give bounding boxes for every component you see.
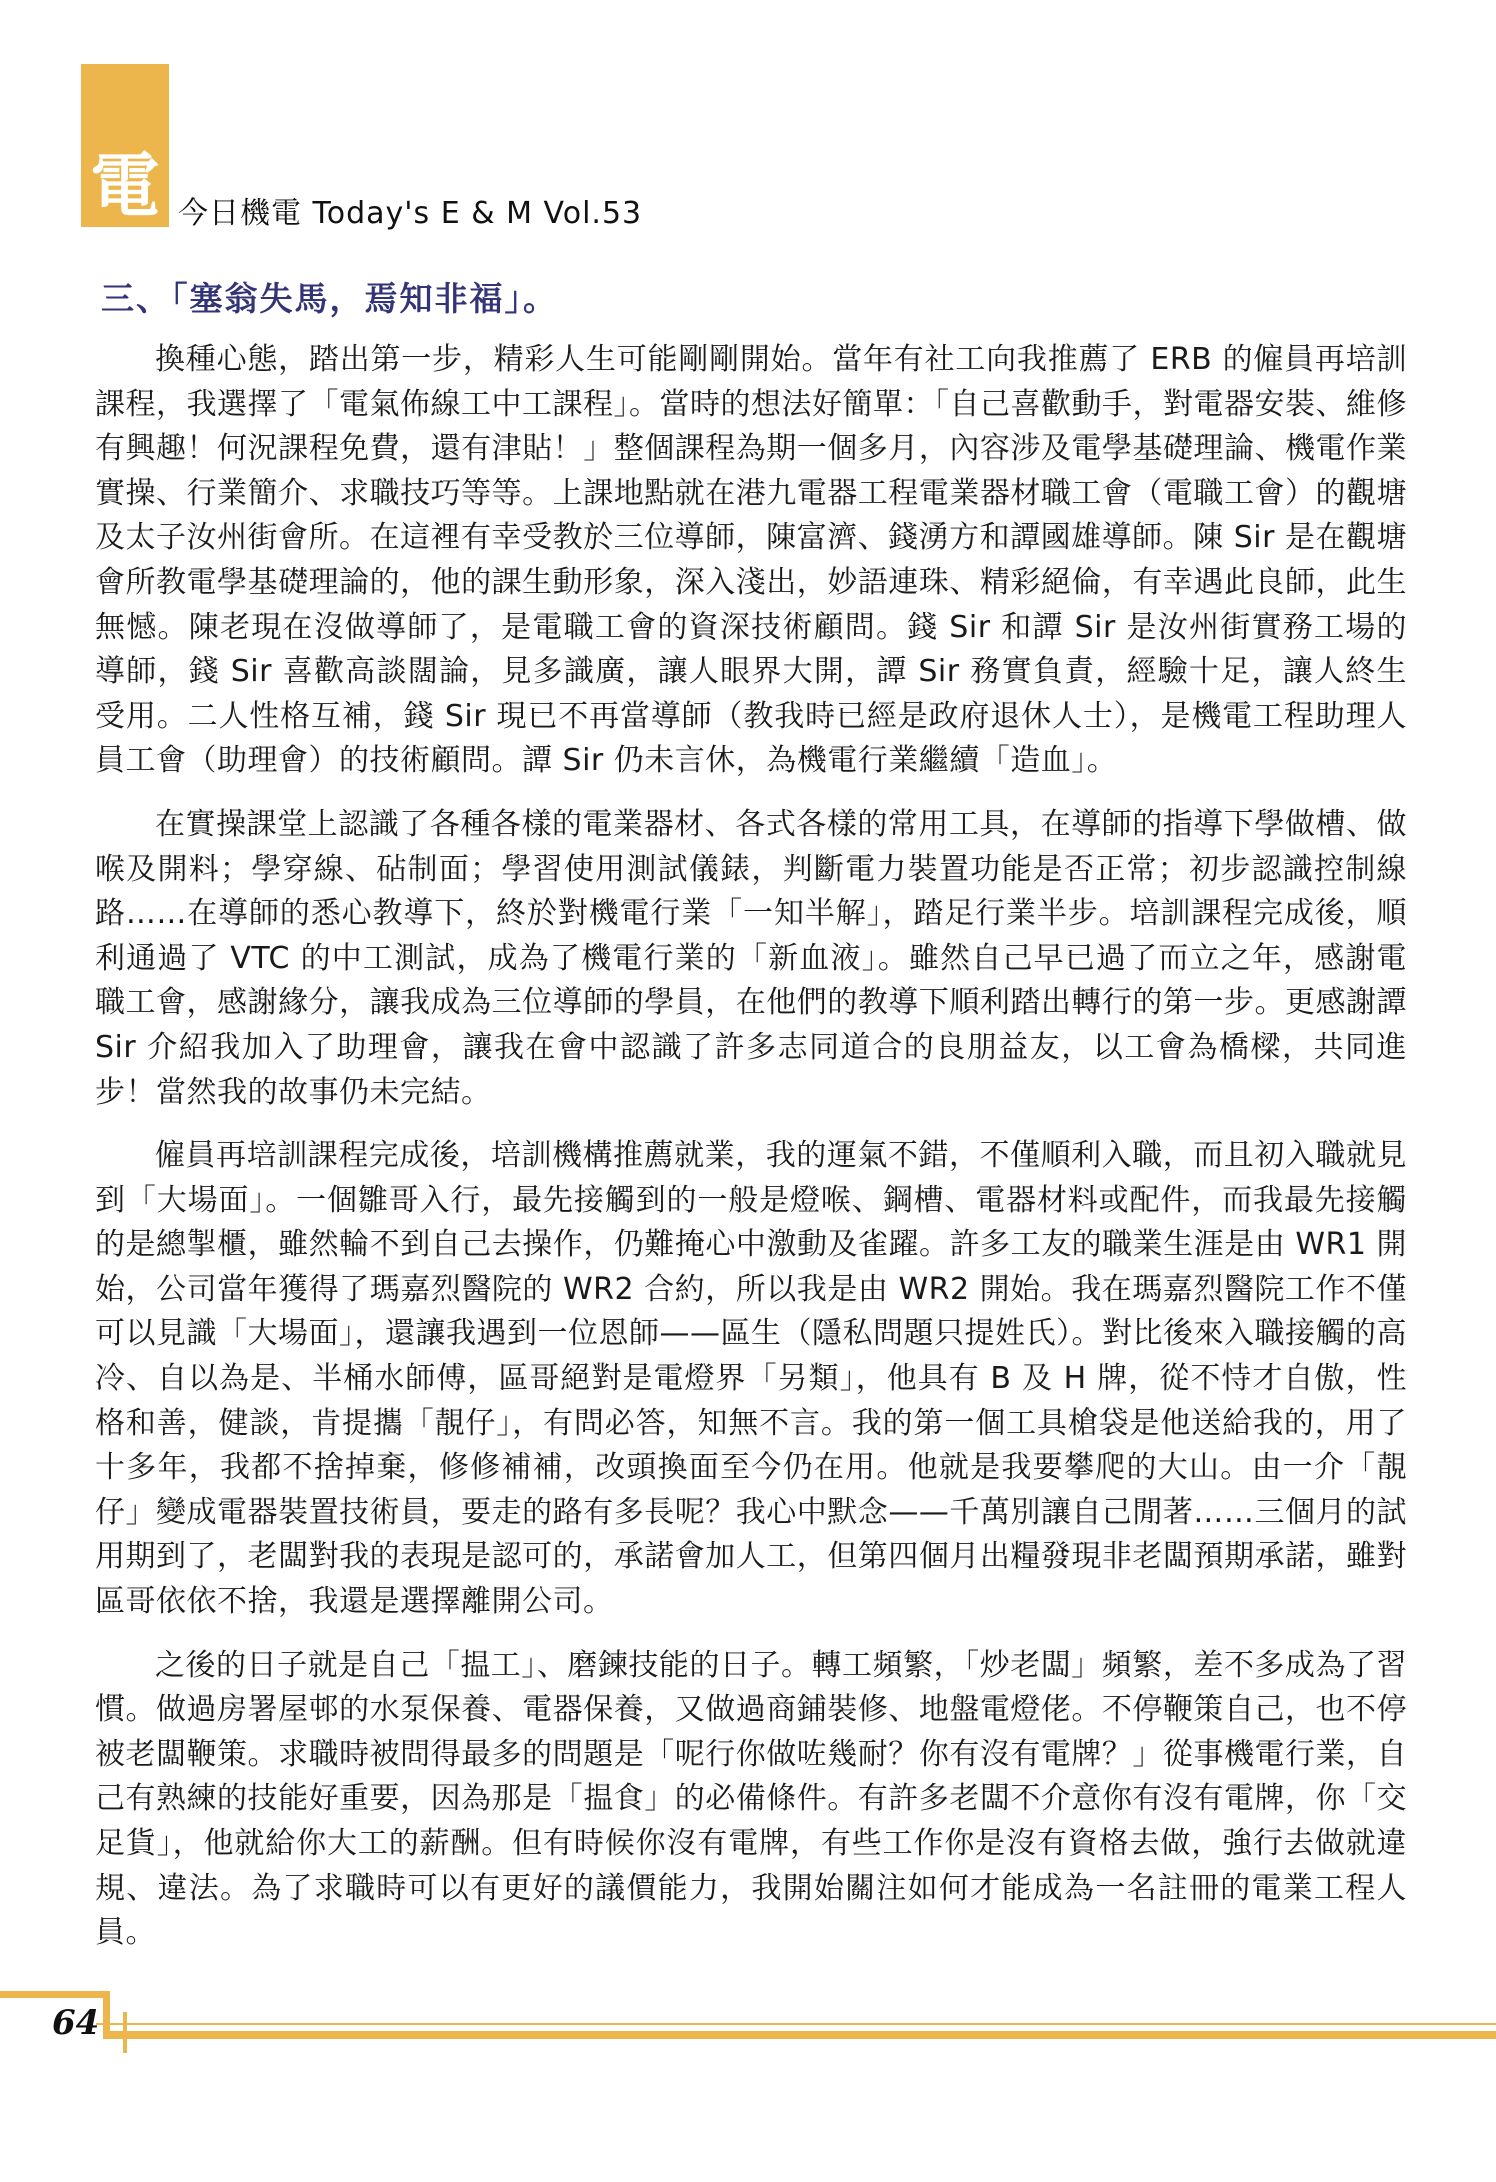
article-paragraph: 換種心態，踏出第一步，精彩人生可能剛剛開始。當年有社工向我推薦了 ERB 的僱員再培訓課程，我選擇了「電氣佈線工中工課程」。當時的想法好簡單：「自己喜歡動手，對電器安裝、維修有興趣！何況課程免費，還有津貼！」整個課程為期一個多月，內容涉及電學基礎理論、機電作業實操、行業簡介、求職技巧等等。上課地點就在港九電器工程電業器材職工會（電職工會）的觀塘及太子汝州街會所。在這裡有幸受教於三位導師，陳富濟、錢湧方和譚國雄導師。陳 Sir 是在觀塘會所教電學基礎理論的，他的課生動形象，深入淺出，妙語連珠、精彩絕倫，有幸遇此良師，此生無憾。陳老現在沒做導師了，是電職工會的資深技術顧問。錢 Sir 和譚 Sir 是汝州街實務工場的導師，錢 Sir 喜歡高談闊論，見多識廣，讓人眼界大開，譚 Sir 務實負責，經驗十足，讓人終生受用。二人性格互補，錢 Sir 現已不再當導師（教我時已經是政府退休人士），是機電工程助理人員工會（助理會）的技術顧問。譚 Sir 仍未言休，為機電行業繼續「造血」。 bbox=[95, 342, 1407, 779]
footer-accent-thin-line bbox=[96, 2023, 1496, 2025]
footer-accent-step-top bbox=[0, 1991, 110, 1998]
journal-logo-character: 電 bbox=[90, 144, 160, 227]
section-heading: 三、「塞翁失馬，焉知非福」。 bbox=[101, 279, 558, 318]
article-paragraph: 在實操課堂上認識了各種各樣的電業器材、各式各樣的常用工具，在導師的指導下學做槽、做喉及開料；學穿線、砧制面；學習使用測試儀錶，判斷電力裝置功能是否正常；初步認識控制線路……在導師的悉心教導下，終於對機電行業「一知半解」，踏足行業半步。培訓課程完成後，順利通過了 VTC 的中工測試，成為了機電行業的「新血液」。雖然自己早已過了而立之年，感謝電職工會，感謝緣分，讓我成為三位導師的學員，在他們的教導下順利踏出轉行的第一步。更感謝譚 Sir 介紹我加入了助理會，讓我在會中認識了許多志同道合的良朋益友，以工會為橋樑，共同進步！當然我的故事仍未完結。 bbox=[95, 806, 1407, 1110]
article-body bbox=[95, 276, 1407, 1975]
page-number: 64 bbox=[52, 2003, 100, 2043]
journal-logo bbox=[81, 64, 169, 227]
article-paragraph: 之後的日子就是自己「揾工」、磨鍊技能的日子。轉工頻繁，「炒老闆」頻繁，差不多成為了習慣。做過房署屋邨的水泵保養、電器保養，又做過商鋪裝修、地盤電燈佬。不停鞭策自己，也不停被老闆鞭策。求職時被問得最多的問題是「呢行你做咗幾耐？你有沒有電牌？」從事機電行業，自己有熟練的技能好重要，因為那是「揾食」的必備條件。有許多老闆不介意你有沒有電牌，你「交足貨」，他就給你大工的薪酬。但有時候你沒有電牌，有些工作你是沒有資格去做，強行去做就違規、違法。為了求職時可以有更好的議價能力，我開始關注如何才能成為一名註冊的電業工程人員。 bbox=[95, 1647, 1407, 1951]
footer-accent-thin-vertical bbox=[123, 2012, 127, 2053]
journal-title: 今日機電 Today's E & M Vol.53 bbox=[178, 196, 643, 231]
footer-accent-main-bar bbox=[103, 2031, 1496, 2039]
article-paragraph: 僱員再培訓課程完成後，培訓機構推薦就業，我的運氣不錯，不僅順利入職，而且初入職就見到「大場面」。一個雛哥入行，最先接觸到的一般是燈喉、鋼槽、電器材料或配件，而我最先接觸的是總掣櫃，雖然輪不到自己去操作，仍難掩心中激動及雀躍。許多工友的職業生涯是由 WR1 開始，公司當年獲得了瑪嘉烈醫院的 WR2 合約，所以我是由 WR2 開始。我在瑪嘉烈醫院工作不僅可以見識「大場面」，還讓我遇到一位恩師——區生（隱私問題只提姓氏）。對比後來入職接觸的高冷、自以為是、半桶水師傅，區哥絕對是電燈界「另類」，他具有 B 及 H 牌，從不恃才自傲，性格和善，健談，肯提攜「靚仔」，有問必答，知無不言。我的第一個工具槍袋是他送給我的，用了十多年，我都不捨掉棄，修修補補，改頭換面至今仍在用。他就是我要攀爬的大山。由一介「靚仔」變成電器裝置技術員，要走的路有多長呢？我心中默念——千萬別讓自己閒著……三個月的試用期到了，老闆對我的表現是認可的，承諾會加人工，但第四個月出糧發現非老闆預期承諾，雖對區哥依依不捨，我還是選擇離開公司。 bbox=[95, 1138, 1407, 1620]
